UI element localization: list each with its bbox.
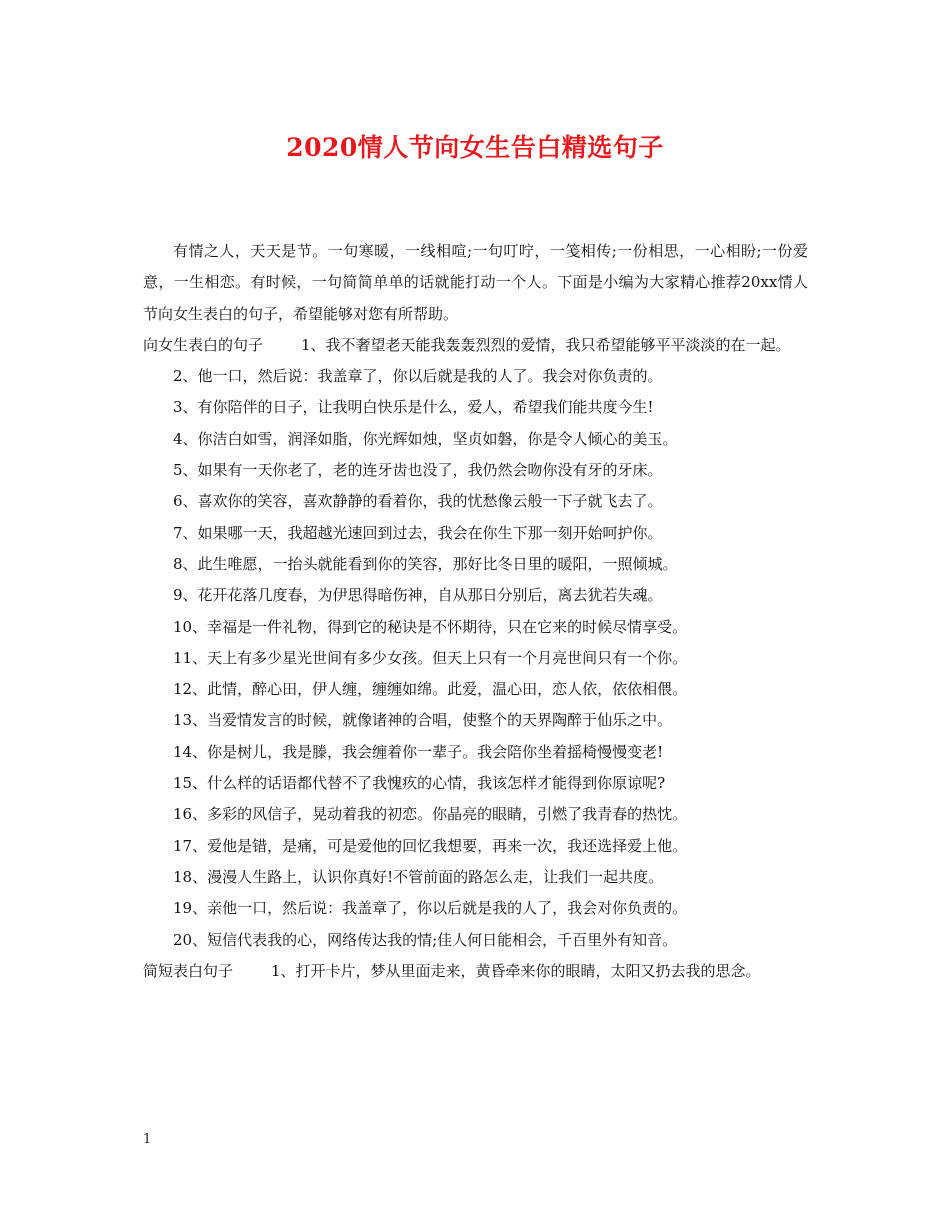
section-2-first-item: 1、打开卡片，梦从里面走来，黄昏牵来你的眼睛，太阳又扔去我的思念。 <box>271 961 761 980</box>
page-number: 1 <box>143 1132 152 1147</box>
list-item: 20、短信代表我的心，网络传达我的情;佳人何日能相会，千百里外有知音。 <box>173 930 678 949</box>
list-item: 8、此生唯愿，一抬头就能看到你的笑容，那好比冬日里的暖阳，一照倾城。 <box>173 554 678 573</box>
list-item: 10、幸福是一件礼物，得到它的秘诀是不怀期待，只在它来的时候尽情享受。 <box>173 617 688 636</box>
section-1-paragraph <box>143 330 808 361</box>
list-item: 3、有你陪伴的日子，让我明白快乐是什么，爱人，希望我们能共度今生! <box>173 398 654 417</box>
document-title: 2020情人节向女生告白精选句子 <box>286 133 664 162</box>
list-item: 14、你是树儿，我是滕，我会缠着你一辈子。我会陪你坐着摇椅慢慢变老! <box>173 742 664 761</box>
list-item: 11、天上有多少星光世间有多少女孩。但天上只有一个月亮世间只有一个你。 <box>173 648 688 667</box>
list-item: 2、他一口，然后说：我盖章了，你以后就是我的人了。我会对你负责的。 <box>173 367 663 386</box>
list-item: 4、你洁白如雪，润泽如脂，你光辉如烛，坚贞如磐，你是令人倾心的美玉。 <box>173 429 678 448</box>
list-item: 16、多彩的风信子，晃动着我的初恋。你晶亮的眼睛，引燃了我青春的热忱。 <box>173 805 688 824</box>
list-item: 17、爱他是错，是痛，可是爱他的回忆我想要，再来一次，我还选择爱上他。 <box>173 836 688 855</box>
list-item: 13、当爱情发言的时候，就像诸神的合唱，使整个的天界陶醉于仙乐之中。 <box>173 711 673 730</box>
list-item: 18、漫漫人生路上，认识你真好!不管前面的路怎么走，让我们一起共度。 <box>173 867 664 886</box>
list-item: 12、此情，醉心田，伊人缠，缠缠如绵。此爱，温心田，恋人依，依依相偎。 <box>173 680 688 699</box>
intro-paragraph: 有情之人，天天是节。一句寒暖，一线相喧;一句叮咛，一笺相传;一份相思，一心相盼;一份爱意，一生相恋。有时候，一句简简单单的话就能打动一个人。下面是小编为大家精心推荐20xx情人节向女生表白的句子，希望能够对您有所帮助。 <box>143 242 808 323</box>
list-item: 6、喜欢你的笑容，喜欢静静的看着你，我的忧愁像云般一下子就飞去了。 <box>173 492 663 511</box>
list-item: 15、什么样的话语都代替不了我愧疚的心情，我该怎样才能得到你原谅呢? <box>173 774 666 793</box>
list-item: 5、如果有一天你老了，老的连牙齿也没了，我仍然会吻你没有牙的牙床。 <box>173 461 663 480</box>
section-1-first-item: 1、我不奢望老天能我轰轰烈烈的爱情，我只希望能够平平淡淡的在一起。 <box>301 335 791 354</box>
list-item: 9、花开花落几度春，为伊思得暗伤神，自从那日分别后，离去犹若失魂。 <box>173 586 663 605</box>
section-1-heading: 向女生表白的句子 <box>143 335 264 354</box>
section-2-heading: 简短表白句子 <box>143 961 234 980</box>
list-item: 19、亲他一口，然后说：我盖章了，你以后就是我的人了，我会对你负责的。 <box>173 899 688 918</box>
list-item: 7、如果哪一天，我超越光速回到过去，我会在你生下那一刻开始呵护你。 <box>173 523 663 542</box>
document-body <box>143 236 808 987</box>
section-2-paragraph <box>143 956 808 987</box>
